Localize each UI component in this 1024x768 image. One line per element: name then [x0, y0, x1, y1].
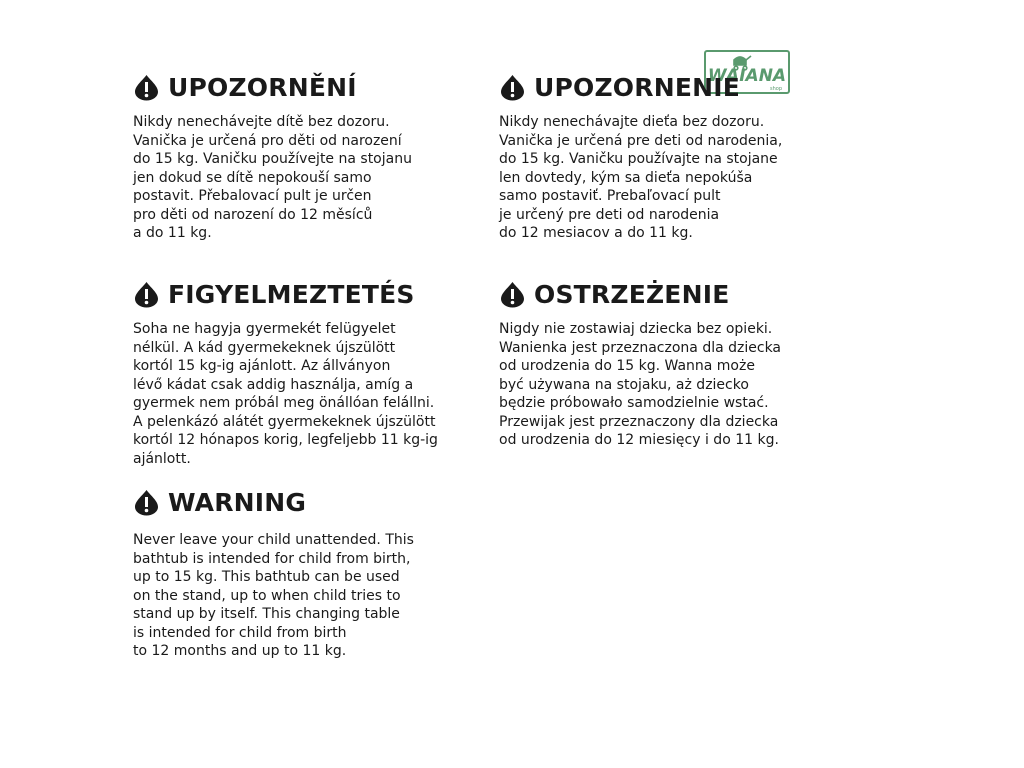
body-line: ajánlott. — [133, 450, 191, 467]
body-line: nélkül. A kád gyermekeknek újszülött — [133, 339, 396, 356]
section-title: UPOZORNENIE — [534, 72, 741, 102]
section-title: WARNING — [168, 487, 307, 517]
section-title: FIGYELMEZTETÉS — [168, 279, 415, 309]
body-line: stand up by itself. This changing table — [133, 606, 400, 622]
section-title: OSTRZEŻENIE — [534, 279, 730, 309]
body-line: Vanička je určená pre deti od narodenia, — [499, 132, 783, 149]
section-body — [133, 531, 414, 661]
body-line: być używana na stojaku, aż dziecko — [499, 376, 749, 393]
section-title: UPOZORNĚNÍ — [168, 72, 357, 102]
body-line: Nikdy nenechávejte dítě bez dozoru. — [133, 114, 390, 130]
warning-drop-icon — [499, 74, 526, 101]
body-line: len dovtedy, kým sa dieťa nepokúša — [499, 169, 753, 186]
body-line: od urodzenia do 12 miesięcy i do 11 kg. — [499, 432, 779, 448]
warning-drop-icon — [133, 74, 160, 101]
body-line: samo postaviť. Prebaľovací pult — [499, 188, 721, 204]
body-line: Przewijak jest przeznaczony dla dziecka — [499, 413, 779, 430]
warning-section-english — [133, 485, 414, 661]
warning-section-hungarian — [133, 277, 438, 468]
body-line: bathtub is intended for child from birth, — [133, 550, 411, 567]
body-line: up to 15 kg. This bathtub can be used — [133, 569, 400, 585]
warning-drop-icon — [499, 281, 526, 308]
body-line: kortól 15 kg-ig ajánlott. Az állványon — [133, 358, 391, 374]
body-line: gyermek nem próbál meg önállóan felállni. — [133, 395, 435, 411]
body-line: do 15 kg. Vaničku používejte na stojanu — [133, 151, 412, 167]
body-line: Soha ne hagyja gyermekét felügyelet — [133, 321, 396, 337]
body-line: do 15 kg. Vaničku používajte na stojane — [499, 151, 778, 167]
body-line: on the stand, up to when child tries to — [133, 587, 401, 604]
section-heading — [499, 70, 782, 104]
body-line: A pelenkázó alátét gyermekeknek újszülött — [133, 413, 436, 430]
body-line: to 12 months and up to 11 kg. — [133, 643, 347, 659]
body-line: Nikdy nenechávajte dieťa bez dozoru. — [499, 114, 765, 130]
body-line: is intended for child from birth — [133, 624, 347, 641]
body-line: lévő kádat csak addig használja, amíg a — [133, 376, 414, 393]
warning-drop-icon — [133, 489, 160, 516]
section-body — [133, 113, 412, 243]
body-line: je určený pre deti od narodenia — [499, 206, 720, 223]
warning-section-slovak — [499, 70, 782, 243]
body-line: Vanička je určená pro děti od narození — [133, 132, 402, 149]
body-line: od urodzenia do 15 kg. Wanna może — [499, 358, 755, 374]
logo-text: WAIANA — [707, 66, 787, 86]
warning-drop-icon — [133, 281, 160, 308]
section-body — [133, 320, 438, 468]
body-line: Wanienka jest przeznaczona dla dziecka — [499, 339, 782, 356]
section-heading — [133, 485, 414, 519]
body-line: do 12 mesiacov a do 11 kg. — [499, 225, 693, 241]
body-line: pro děti od narození do 12 měsíců — [133, 206, 373, 223]
section-body — [499, 320, 781, 450]
section-heading — [133, 70, 412, 104]
section-heading — [133, 277, 438, 311]
warning-section-czech — [133, 70, 412, 243]
section-body — [499, 113, 782, 243]
body-line: postavit. Přebalovací pult je určen — [133, 188, 372, 204]
body-line: będzie próbowało samodzielnie wstać. — [499, 395, 769, 411]
warning-section-polish — [499, 277, 781, 450]
body-line: a do 11 kg. — [133, 225, 212, 241]
body-line: Nigdy nie zostawiaj dziecka bez opieki. — [499, 321, 773, 337]
logo-subtext: shop — [769, 86, 783, 92]
body-line: Never leave your child unattended. This — [133, 532, 414, 548]
section-heading — [499, 277, 781, 311]
body-line: kortól 12 hónapos korig, legfeljebb 11 kg-ig — [133, 432, 438, 448]
body-line: jen dokud se dítě nepokouší samo — [133, 169, 372, 186]
